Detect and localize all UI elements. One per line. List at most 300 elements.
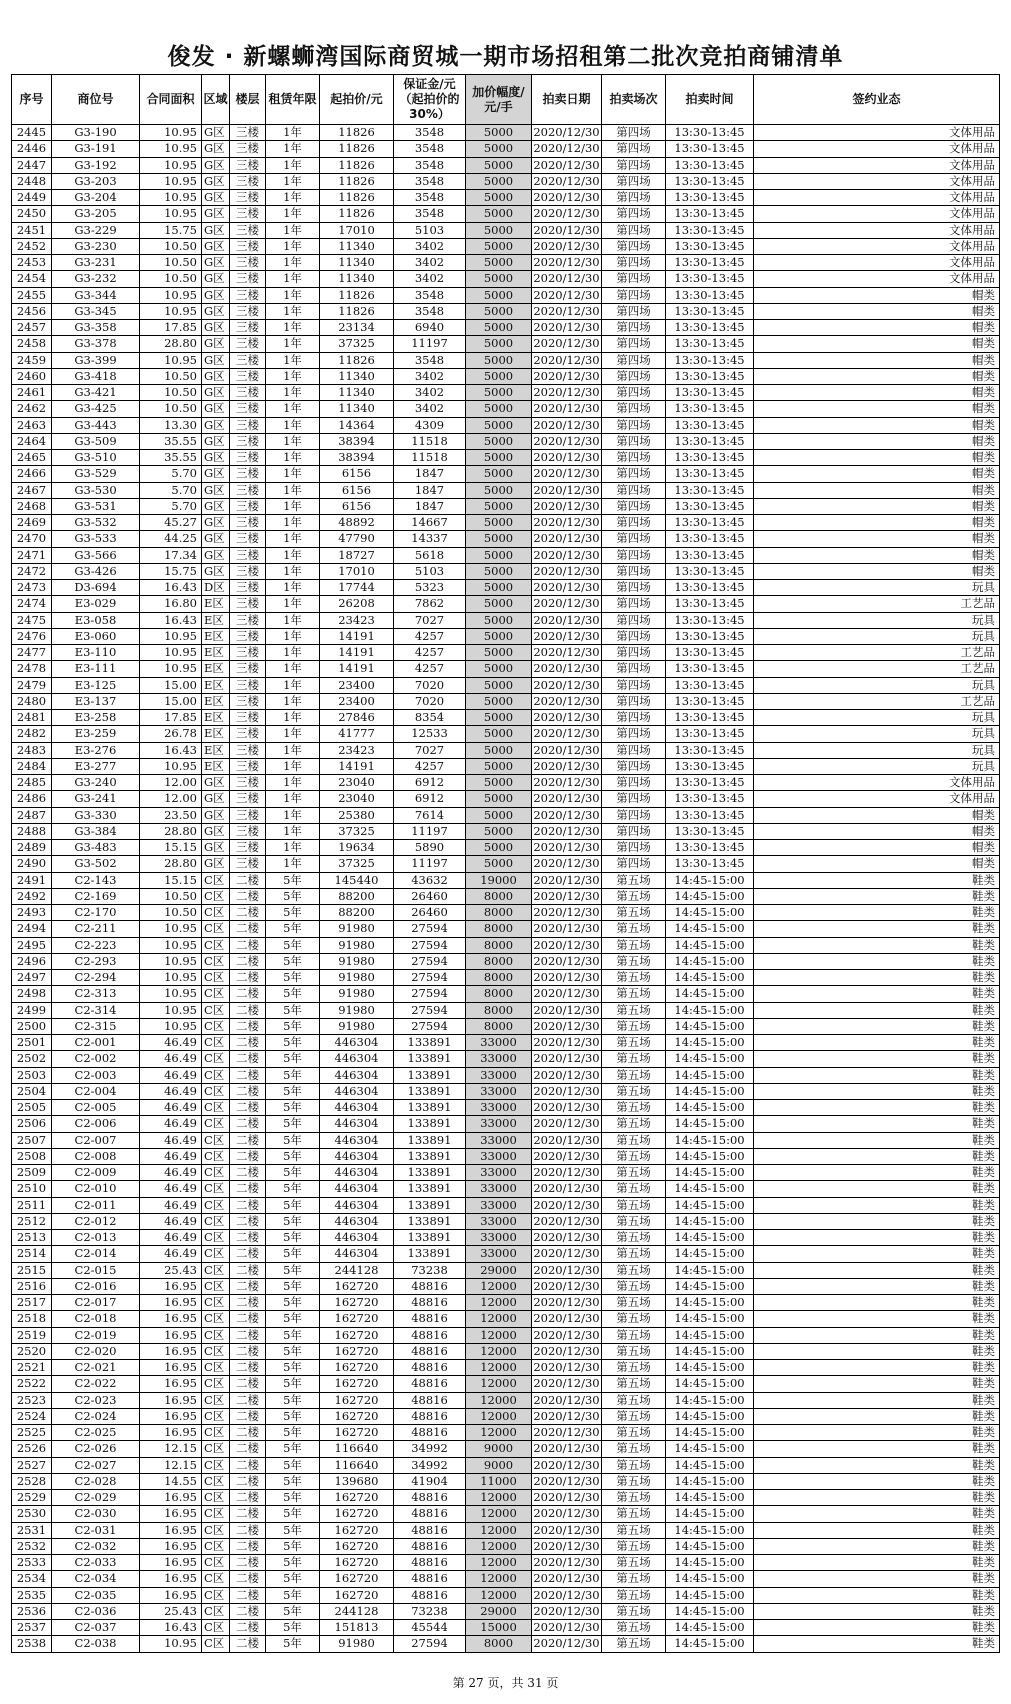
auction-time-cell: 14:45-15:00 [666,1083,754,1099]
floor-cell: 二楼 [230,1132,266,1148]
bid-increment-cell: 12000 [466,1311,532,1327]
auction-session-cell: 第五场 [602,1506,666,1522]
deposit-cell: 133891 [394,1197,466,1213]
shop-code-cell: G3-240 [52,775,140,791]
deposit-cell: 1847 [394,482,466,498]
auction-session-cell: 第四场 [602,271,666,287]
lease-term-cell: 5年 [266,1262,320,1278]
floor-cell: 三楼 [230,287,266,303]
business-type-cell: 鞋类 [754,1262,1000,1278]
row-index-cell: 2499 [12,1002,52,1018]
floor-cell: 二楼 [230,1197,266,1213]
auction-date-cell: 2020/12/30 [533,352,600,367]
floor-cell: 三楼 [230,726,266,742]
table-row [12,1132,1000,1148]
auction-session-cell: 第四场 [602,320,666,336]
floor-cell: 二楼 [230,1360,266,1376]
business-type-cell: 鞋类 [754,1213,1000,1229]
auction-date-cell: 2020/12/30 [533,222,600,237]
deposit-cell: 8354 [394,710,466,726]
auction-session-cell: 第五场 [602,1067,666,1083]
shop-code-cell: C2-017 [52,1295,140,1311]
zone-cell: G区 [202,482,230,498]
row-index-cell: 2461 [12,385,52,401]
contract-area-cell: 10.95 [140,970,202,986]
contract-area-cell: 12.00 [140,775,202,791]
shop-code-cell: G3-533 [52,531,140,547]
contract-area-cell: 14.55 [140,1473,202,1489]
auction-time-cell: 14:45-15:00 [666,1213,754,1229]
auction-time-cell: 14:45-15:00 [666,1246,754,1262]
deposit-cell: 133891 [394,1165,466,1181]
contract-area-cell: 16.43 [140,742,202,758]
shop-code-cell: G3-330 [52,807,140,823]
lease-term-cell: 1年 [266,303,320,319]
business-type-cell: 帽类 [754,807,1000,823]
floor-cell: 三楼 [230,823,266,839]
shop-code-cell: C2-294 [52,970,140,986]
starting-price-cell: 48892 [320,515,394,531]
starting-price-cell: 162720 [320,1327,394,1343]
bid-increment-cell: 12000 [466,1571,532,1587]
zone-cell: E区 [202,758,230,774]
bid-increment-cell: 5000 [466,222,532,238]
lease-term-cell: 5年 [266,937,320,953]
auction-date-cell: 2020/12/30 [533,1555,600,1570]
starting-price-cell: 88200 [320,905,394,921]
lease-term-cell: 1年 [266,125,320,141]
zone-cell: G区 [202,385,230,401]
starting-price-cell: 37325 [320,823,394,839]
table-row [12,271,1000,287]
bid-increment-cell: 5000 [466,807,532,823]
floor-cell: 三楼 [230,336,266,352]
bid-increment-cell: 5000 [466,466,532,482]
contract-area-cell: 10.50 [140,368,202,384]
starting-price-cell: 162720 [320,1571,394,1587]
business-type-cell: 鞋类 [754,953,1000,969]
auction-time-cell: 14:45-15:00 [666,1116,754,1132]
auction-date-cell: 2020/12/30 [533,775,600,790]
row-index-cell: 2478 [12,661,52,677]
contract-area-cell: 17.34 [140,547,202,563]
auction-date-cell: 2020/12/30 [533,206,600,221]
row-index-cell: 2465 [12,450,52,466]
auction-date-cell: 2020/12/30 [533,856,600,871]
table-row [12,1360,1000,1376]
auction-date-cell: 2020/12/30 [533,125,600,140]
auction-time-cell: 13:30-13:45 [666,206,754,222]
table-row [12,1002,1000,1018]
zone-cell: G区 [202,238,230,254]
starting-price-cell: 6156 [320,482,394,498]
shop-code-cell: G3-421 [52,385,140,401]
auction-date-cell: 2020/12/30 [533,482,600,497]
contract-area-cell: 16.95 [140,1587,202,1603]
table-row [12,1035,1000,1051]
starting-price-cell: 88200 [320,888,394,904]
auction-time-cell: 14:45-15:00 [666,1018,754,1034]
floor-cell: 二楼 [230,888,266,904]
auction-time-cell: 13:30-13:45 [666,710,754,726]
auction-time-cell: 14:45-15:00 [666,1522,754,1538]
floor-cell: 二楼 [230,1571,266,1587]
contract-area-cell: 46.49 [140,1116,202,1132]
deposit-cell: 73238 [394,1603,466,1619]
deposit-cell: 27594 [394,1018,466,1034]
row-index-cell: 2496 [12,953,52,969]
shop-code-cell: C2-016 [52,1278,140,1294]
auction-date-cell: 2020/12/30 [533,937,600,952]
auction-session-cell: 第五场 [602,1051,666,1067]
row-index-cell: 2525 [12,1425,52,1441]
auction-time-cell: 13:30-13:45 [666,628,754,644]
bid-increment-cell: 33000 [466,1132,532,1148]
shop-code-cell: C2-006 [52,1116,140,1132]
deposit-cell: 11197 [394,823,466,839]
lease-term-cell: 5年 [266,1490,320,1506]
column-header: 区域 [202,75,230,125]
lease-term-cell: 1年 [266,320,320,336]
row-index-cell: 2514 [12,1246,52,1262]
lease-term-cell: 1年 [266,515,320,531]
bid-increment-cell: 5000 [466,531,532,547]
deposit-cell: 7020 [394,693,466,709]
floor-cell: 三楼 [230,807,266,823]
page-title: 俊发 · 新螺蛳湾国际商贸城一期市场招租第二批次竞拍商铺清单 [167,44,844,70]
deposit-cell: 133891 [394,1132,466,1148]
lease-term-cell: 1年 [266,596,320,612]
lease-term-cell: 5年 [266,1441,320,1457]
auction-date-cell: 2020/12/30 [533,758,600,773]
zone-cell: G区 [202,320,230,336]
row-index-cell: 2451 [12,222,52,238]
contract-area-cell: 16.95 [140,1311,202,1327]
shop-code-cell: C2-037 [52,1620,140,1636]
auction-date-cell: 2020/12/30 [533,921,600,936]
auction-session-cell: 第五场 [602,1327,666,1343]
row-index-cell: 2519 [12,1327,52,1343]
contract-area-cell: 46.49 [140,1083,202,1099]
auction-time-cell: 13:30-13:45 [666,840,754,856]
business-type-cell: 鞋类 [754,1506,1000,1522]
auction-date-cell: 2020/12/30 [533,970,600,985]
contract-area-cell: 10.95 [140,173,202,189]
starting-price-cell: 11340 [320,385,394,401]
auction-time-cell: 14:45-15:00 [666,921,754,937]
zone-cell: G区 [202,173,230,189]
auction-date-cell: 2020/12/30 [533,1408,600,1423]
starting-price-cell: 23040 [320,775,394,791]
shop-code-cell: C2-028 [52,1473,140,1489]
floor-cell: 二楼 [230,1213,266,1229]
auction-time-cell: 14:45-15:00 [666,1490,754,1506]
business-type-cell: 文体用品 [754,238,1000,254]
zone-cell: C区 [202,1002,230,1018]
table-row [12,628,1000,644]
business-type-cell: 帽类 [754,433,1000,449]
row-index-cell: 2494 [12,921,52,937]
contract-area-cell: 16.95 [140,1408,202,1424]
table-row [12,596,1000,612]
auction-date-cell: 2020/12/30 [533,531,600,546]
row-index-cell: 2504 [12,1083,52,1099]
auction-time-cell: 14:45-15:00 [666,1620,754,1636]
deposit-cell: 48816 [394,1425,466,1441]
starting-price-cell: 162720 [320,1425,394,1441]
table-row [12,141,1000,157]
shop-code-cell: G3-378 [52,336,140,352]
row-index-cell: 2518 [12,1311,52,1327]
starting-price-cell: 446304 [320,1083,394,1099]
bid-increment-cell: 5000 [466,417,532,433]
deposit-cell: 133891 [394,1246,466,1262]
row-index-cell: 2505 [12,1100,52,1116]
contract-area-cell: 16.43 [140,580,202,596]
zone-cell: C区 [202,1197,230,1213]
bid-increment-cell: 5000 [466,547,532,563]
contract-area-cell: 10.50 [140,905,202,921]
zone-cell: G区 [202,141,230,157]
row-index-cell: 2524 [12,1408,52,1424]
floor-cell: 三楼 [230,645,266,661]
table-row [12,970,1000,986]
bid-increment-cell: 15000 [466,1620,532,1636]
business-type-cell: 工艺品 [754,661,1000,677]
auction-session-cell: 第五场 [602,970,666,986]
auction-time-cell: 13:30-13:45 [666,807,754,823]
row-index-cell: 2538 [12,1636,52,1652]
floor-cell: 二楼 [230,1376,266,1392]
lease-term-cell: 5年 [266,1018,320,1034]
table-row [12,807,1000,823]
starting-price-cell: 446304 [320,1230,394,1246]
lease-term-cell: 1年 [266,157,320,173]
row-index-cell: 2492 [12,888,52,904]
row-index-cell: 2506 [12,1116,52,1132]
lease-term-cell: 5年 [266,1538,320,1554]
auction-time-cell: 13:30-13:45 [666,693,754,709]
business-type-cell: 鞋类 [754,1230,1000,1246]
table-row [12,645,1000,661]
auction-time-cell: 13:30-13:45 [666,238,754,254]
row-index-cell: 2517 [12,1295,52,1311]
business-type-cell: 鞋类 [754,1002,1000,1018]
business-type-cell: 鞋类 [754,1473,1000,1489]
auction-date-cell: 2020/12/30 [533,417,600,432]
contract-area-cell: 5.70 [140,482,202,498]
row-index-cell: 2497 [12,970,52,986]
floor-cell: 三楼 [230,255,266,271]
business-type-cell: 鞋类 [754,1311,1000,1327]
auction-time-cell: 14:45-15:00 [666,1148,754,1164]
deposit-cell: 6940 [394,320,466,336]
auction-date-cell: 2020/12/30 [533,1473,600,1488]
starting-price-cell: 11826 [320,190,394,206]
auction-time-cell: 13:30-13:45 [666,336,754,352]
lease-term-cell: 1年 [266,190,320,206]
contract-area-cell: 16.95 [140,1506,202,1522]
starting-price-cell: 41777 [320,726,394,742]
business-type-cell: 帽类 [754,417,1000,433]
auction-time-cell: 14:45-15:00 [666,1555,754,1571]
contract-area-cell: 10.95 [140,1002,202,1018]
auction-date-cell: 2020/12/30 [533,1425,600,1440]
table-row [12,1538,1000,1554]
floor-cell: 三楼 [230,368,266,384]
contract-area-cell: 16.95 [140,1360,202,1376]
auction-date-cell: 2020/12/30 [533,628,600,643]
lease-term-cell: 1年 [266,775,320,791]
business-type-cell: 工艺品 [754,645,1000,661]
auction-session-cell: 第四场 [602,352,666,368]
auction-session-cell: 第五场 [602,1132,666,1148]
contract-area-cell: 46.49 [140,1067,202,1083]
shop-list-table [11,74,1000,1653]
auction-date-cell: 2020/12/30 [533,1571,600,1586]
auction-session-cell: 第四场 [602,368,666,384]
floor-cell: 二楼 [230,1490,266,1506]
auction-date-cell: 2020/12/30 [533,677,600,692]
row-index-cell: 2476 [12,628,52,644]
business-type-cell: 帽类 [754,498,1000,514]
contract-area-cell: 10.50 [140,271,202,287]
business-type-cell: 帽类 [754,385,1000,401]
shop-code-cell: C2-024 [52,1408,140,1424]
row-index-cell: 2526 [12,1441,52,1457]
contract-area-cell: 35.55 [140,433,202,449]
starting-price-cell: 162720 [320,1392,394,1408]
auction-session-cell: 第五场 [602,1246,666,1262]
contract-area-cell: 15.15 [140,840,202,856]
table-row [12,1555,1000,1571]
row-index-cell: 2456 [12,303,52,319]
auction-session-cell: 第四场 [602,856,666,872]
zone-cell: G区 [202,547,230,563]
deposit-cell: 45544 [394,1620,466,1636]
table-row [12,1376,1000,1392]
starting-price-cell: 162720 [320,1311,394,1327]
shop-code-cell: G3-566 [52,547,140,563]
contract-area-cell: 10.95 [140,937,202,953]
auction-session-cell: 第五场 [602,1522,666,1538]
row-index-cell: 2472 [12,563,52,579]
contract-area-cell: 10.95 [140,352,202,368]
starting-price-cell: 162720 [320,1376,394,1392]
business-type-cell: 鞋类 [754,1018,1000,1034]
contract-area-cell: 16.95 [140,1295,202,1311]
shop-code-cell: E3-060 [52,628,140,644]
lease-term-cell: 5年 [266,1327,320,1343]
table-row [12,352,1000,368]
table-row [12,466,1000,482]
business-type-cell: 鞋类 [754,1360,1000,1376]
bid-increment-cell: 29000 [466,1603,532,1619]
lease-term-cell: 5年 [266,1457,320,1473]
auction-date-cell: 2020/12/30 [533,1116,600,1131]
auction-time-cell: 14:45-15:00 [666,1051,754,1067]
deposit-cell: 4257 [394,645,466,661]
zone-cell: C区 [202,1213,230,1229]
business-type-cell: 鞋类 [754,905,1000,921]
bid-increment-cell: 5000 [466,661,532,677]
deposit-cell: 7862 [394,596,466,612]
deposit-cell: 3548 [394,141,466,157]
lease-term-cell: 1年 [266,352,320,368]
starting-price-cell: 91980 [320,986,394,1002]
table-row [12,1116,1000,1132]
auction-session-cell: 第四场 [602,238,666,254]
bid-increment-cell: 11000 [466,1473,532,1489]
auction-time-cell: 13:30-13:45 [666,758,754,774]
table-row [12,937,1000,953]
table-row [12,726,1000,742]
floor-cell: 三楼 [230,401,266,417]
bid-increment-cell: 5000 [466,563,532,579]
deposit-cell: 73238 [394,1262,466,1278]
lease-term-cell: 1年 [266,742,320,758]
table-row [12,840,1000,856]
floor-cell: 三楼 [230,710,266,726]
business-type-cell: 帽类 [754,352,1000,368]
floor-cell: 二楼 [230,937,266,953]
bid-increment-cell: 5000 [466,482,532,498]
auction-session-cell: 第四场 [602,710,666,726]
auction-session-cell: 第五场 [602,1603,666,1619]
auction-date-cell: 2020/12/30 [533,693,600,708]
lease-term-cell: 5年 [266,1522,320,1538]
shop-code-cell: C2-031 [52,1522,140,1538]
contract-area-cell: 16.95 [140,1278,202,1294]
auction-time-cell: 14:45-15:00 [666,1636,754,1652]
auction-session-cell: 第四场 [602,482,666,498]
starting-price-cell: 116640 [320,1441,394,1457]
auction-session-cell: 第五场 [602,1392,666,1408]
row-index-cell: 2537 [12,1620,52,1636]
shop-code-cell: E3-029 [52,596,140,612]
auction-time-cell: 13:30-13:45 [666,677,754,693]
floor-cell: 二楼 [230,1051,266,1067]
contract-area-cell: 28.80 [140,823,202,839]
auction-time-cell: 14:45-15:00 [666,1035,754,1051]
floor-cell: 二楼 [230,1538,266,1554]
auction-date-cell: 2020/12/30 [533,1441,600,1456]
lease-term-cell: 5年 [266,1571,320,1587]
deposit-cell: 133891 [394,1116,466,1132]
shop-code-cell: G3-345 [52,303,140,319]
table-row [12,693,1000,709]
zone-cell: G区 [202,498,230,514]
bid-increment-cell: 5000 [466,157,532,173]
row-index-cell: 2447 [12,157,52,173]
zone-cell: E区 [202,742,230,758]
row-index-cell: 2481 [12,710,52,726]
business-type-cell: 鞋类 [754,888,1000,904]
bid-increment-cell: 12000 [466,1408,532,1424]
lease-term-cell: 1年 [266,401,320,417]
auction-date-cell: 2020/12/30 [533,596,600,611]
auction-date-cell: 2020/12/30 [533,515,600,530]
lease-term-cell: 1年 [266,238,320,254]
table-row [12,303,1000,319]
zone-cell: G区 [202,190,230,206]
deposit-cell: 34992 [394,1441,466,1457]
contract-area-cell: 10.95 [140,141,202,157]
starting-price-cell: 162720 [320,1555,394,1571]
business-type-cell: 鞋类 [754,1603,1000,1619]
auction-session-cell: 第五场 [602,1035,666,1051]
bid-increment-cell: 8000 [466,937,532,953]
